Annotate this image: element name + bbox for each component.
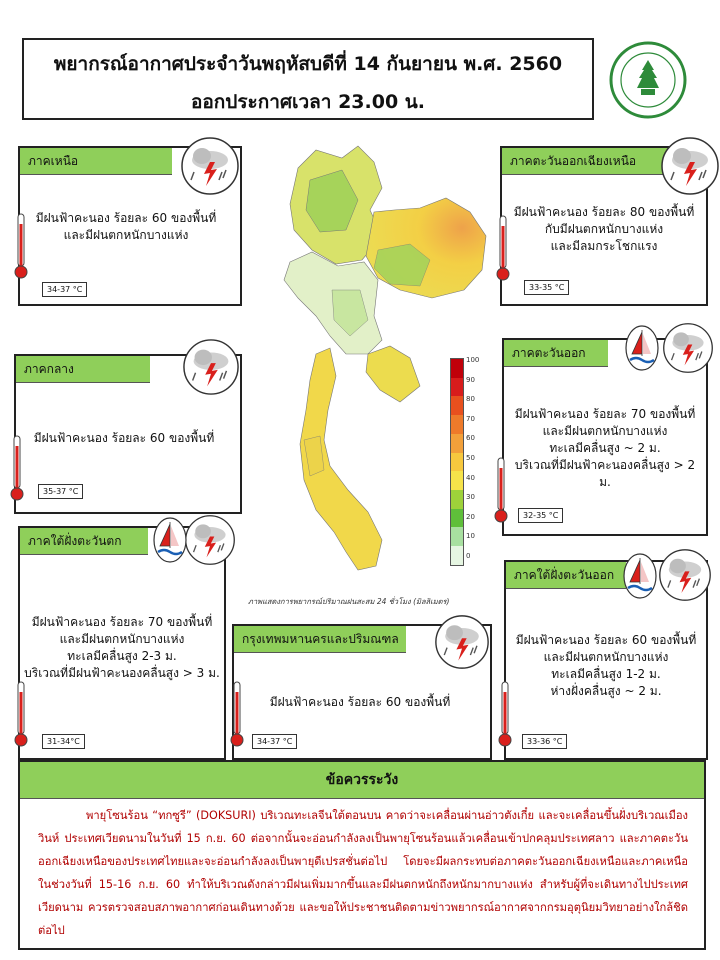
thunderstorm-icon	[660, 136, 720, 196]
legend-label: 40	[466, 473, 475, 482]
region-name: ภาคใต้ฝั่งตะวันตก	[20, 528, 148, 555]
thunderstorm-icon	[184, 514, 236, 566]
thunderstorm-icon	[182, 338, 240, 396]
forecast-line: และมีฝนตกหนักบางแห่ง	[542, 424, 668, 438]
warning-header: ข้อควรระวัง	[20, 762, 704, 799]
thunderstorm-icon	[434, 614, 490, 670]
legend-colorbar	[450, 358, 464, 566]
legend-label: 20	[466, 512, 475, 521]
legend-label: 10	[466, 532, 475, 541]
region-name: ภาคเหนือ	[20, 148, 172, 175]
forecast-line: และมีฝนตกหนักบางแห่ง	[59, 632, 185, 646]
legend-label: 80	[466, 395, 475, 404]
legend-label: 60	[466, 434, 475, 443]
forecast-line: บริเวณที่มีฝนฟ้าคะนองคลื่นสูง > 3 ม.	[24, 666, 220, 680]
legend-swatch	[451, 453, 463, 472]
forecast-title: พยากรณ์อากาศประจำวันพฤหัสบดีที่ 14 กันยายน พ.ศ. 2560	[53, 53, 563, 75]
legend-swatch	[451, 359, 463, 378]
forecast-line: มีฝนฟ้าคะนอง ร้อยละ 60 ของพื้นที่	[515, 633, 697, 647]
forecast-line: มีฝนฟ้าคะนอง ร้อยละ 60 ของพื้นที่	[33, 431, 215, 445]
legend-label: 90	[466, 375, 475, 384]
forecast-line: มีฝนฟ้าคะนอง ร้อยละ 70 ของพื้นที่	[31, 615, 213, 629]
forecast-line: มีฝนฟ้าคะนอง ร้อยละ 80 ของพื้นที่	[513, 205, 695, 219]
region-name: ภาคใต้ฝั่งตะวันออก	[506, 562, 626, 589]
forecast-line: และมีฝนตกหนักบางแห่ง	[63, 228, 189, 242]
legend-swatch	[451, 471, 463, 490]
temperature-range: 32-35 °C	[518, 508, 563, 523]
warning-panel	[18, 760, 706, 950]
forecast-line: มีฝนฟ้าคะนอง ร้อยละ 70 ของพื้นที่	[514, 407, 696, 421]
thermometer-icon	[14, 680, 28, 750]
legend-swatch	[451, 546, 463, 565]
forecast-line: ห่างฝั่งคลื่นสูง ~ 2 ม.	[550, 684, 662, 698]
thunderstorm-icon	[658, 548, 712, 602]
legend-swatch	[451, 490, 463, 509]
forecast-line: ทะเลมีคลื่นสูง ~ 2 ม.	[549, 441, 661, 455]
legend-label: 100	[466, 356, 480, 364]
thermometer-icon	[230, 680, 244, 750]
forecast-line: ทะเลมีคลื่นสูง 1-2 ม.	[551, 667, 661, 681]
forecast-title-box	[22, 38, 594, 120]
tmd-seal-icon	[608, 40, 688, 120]
forecast-line: มีฝนฟ้าคะนอง ร้อยละ 60 ของพื้นที่	[35, 211, 217, 225]
temperature-range: 34-37 °C	[252, 734, 297, 749]
legend-label: 50	[466, 454, 475, 462]
warning-text: พายุโซนร้อน “ทกซูรี” (DOKSURI) บริเวณทะเลจีนใต้ตอนบน คาดว่าจะเคลื่อนผ่านอ่าวตังเกี๋ย และจะเคลื่อนขึ้นฝั่งบริเวณเมืองวินห์ ประเทศเวียดนามในวันที่ 15 ก.ย. 60 ต่อจากนั้นจะอ่อนกำลังลงเป็นพายุโซนร้อนแล้วเคลื่อนเข้าปกคลุมประเทศลาว และภาคตะวันออกเฉียงเหนือของประเทศไทยและจะอ่อนกำลังลงเป็นพายุดีเปรสชั่นต่อไป โดยจะมีผลกระทบต่อภาคตะวันออกเฉียงเหนือและภาคเหนือในช่วงวันที่ 15-16 ก.ย. 60 ทำให้บริเวณดังกล่าวมีฝนเพิ่มมากขึ้นและมีฝนตกหนักถึงหนักมากบางแห่ง สำหรับผู้ที่จะเดินทางไปประเทศเวียดนาม ควรตรวจสอบสภาพอากาศก่อนเดินทางด้วย และขอให้ประชาชนติดตามข่าวพยากรณ์อากาศจากกรมอุตุนิยมวิทยาอย่างใกล้ชิดต่อไป	[38, 809, 688, 937]
thunderstorm-icon	[180, 136, 240, 196]
legend-swatch	[451, 527, 463, 546]
forecast-line: บริเวณที่มีฝนฟ้าคะนองคลื่นสูง > 2 ม.	[514, 458, 696, 489]
map-caption: ภาพแสดงการพยากรณ์ปริมาณฝนสะสม 24 ชั่วโมง (มิลลิเมตร)	[248, 597, 450, 606]
forecast-line: และมีฝนตกหนักบางแห่ง	[543, 650, 669, 664]
temperature-range: 33-36 °C	[522, 734, 567, 749]
sailboat-wave-icon	[152, 516, 188, 564]
forecast-line: กับมีฝนตกหนักบางแห่ง	[544, 222, 664, 236]
sailboat-wave-icon	[622, 552, 658, 600]
region-name: ภาคกลาง	[16, 356, 150, 383]
region-name: กรุงเทพมหานครและปริมณฑล	[234, 626, 406, 653]
thunderstorm-icon	[662, 322, 714, 374]
legend-swatch	[451, 396, 463, 415]
thermometer-icon	[494, 456, 508, 526]
temperature-range: 31-34°C	[42, 734, 85, 749]
legend-swatch	[451, 434, 463, 453]
rainfall-legend	[450, 356, 490, 568]
region-name: ภาคตะวันออกเฉียงเหนือ	[502, 148, 668, 175]
temperature-range: 34-37 °C	[42, 282, 87, 297]
thermometer-icon	[14, 212, 28, 282]
issue-time: ออกประกาศเวลา 23.00 น.	[190, 91, 426, 113]
thermometer-icon	[496, 214, 510, 284]
forecast-line: ทะเลมีคลื่นสูง 2-3 ม.	[67, 649, 177, 663]
thermometer-icon	[10, 434, 24, 504]
forecast-line: และมีลมกระโชกแรง	[550, 239, 658, 253]
sailboat-wave-icon	[624, 324, 660, 372]
temperature-range: 33-35 °C	[524, 280, 569, 295]
temperature-range: 35-37 °C	[38, 484, 83, 499]
legend-swatch	[451, 415, 463, 434]
legend-label: 30	[466, 493, 475, 502]
legend-swatch	[451, 509, 463, 528]
legend-label: 70	[466, 414, 475, 423]
legend-swatch	[451, 378, 463, 397]
legend-label: 0	[466, 552, 471, 560]
forecast-line: มีฝนฟ้าคะนอง ร้อยละ 60 ของพื้นที่	[269, 695, 451, 709]
region-name: ภาคตะวันออก	[504, 340, 608, 367]
thermometer-icon	[498, 680, 512, 750]
